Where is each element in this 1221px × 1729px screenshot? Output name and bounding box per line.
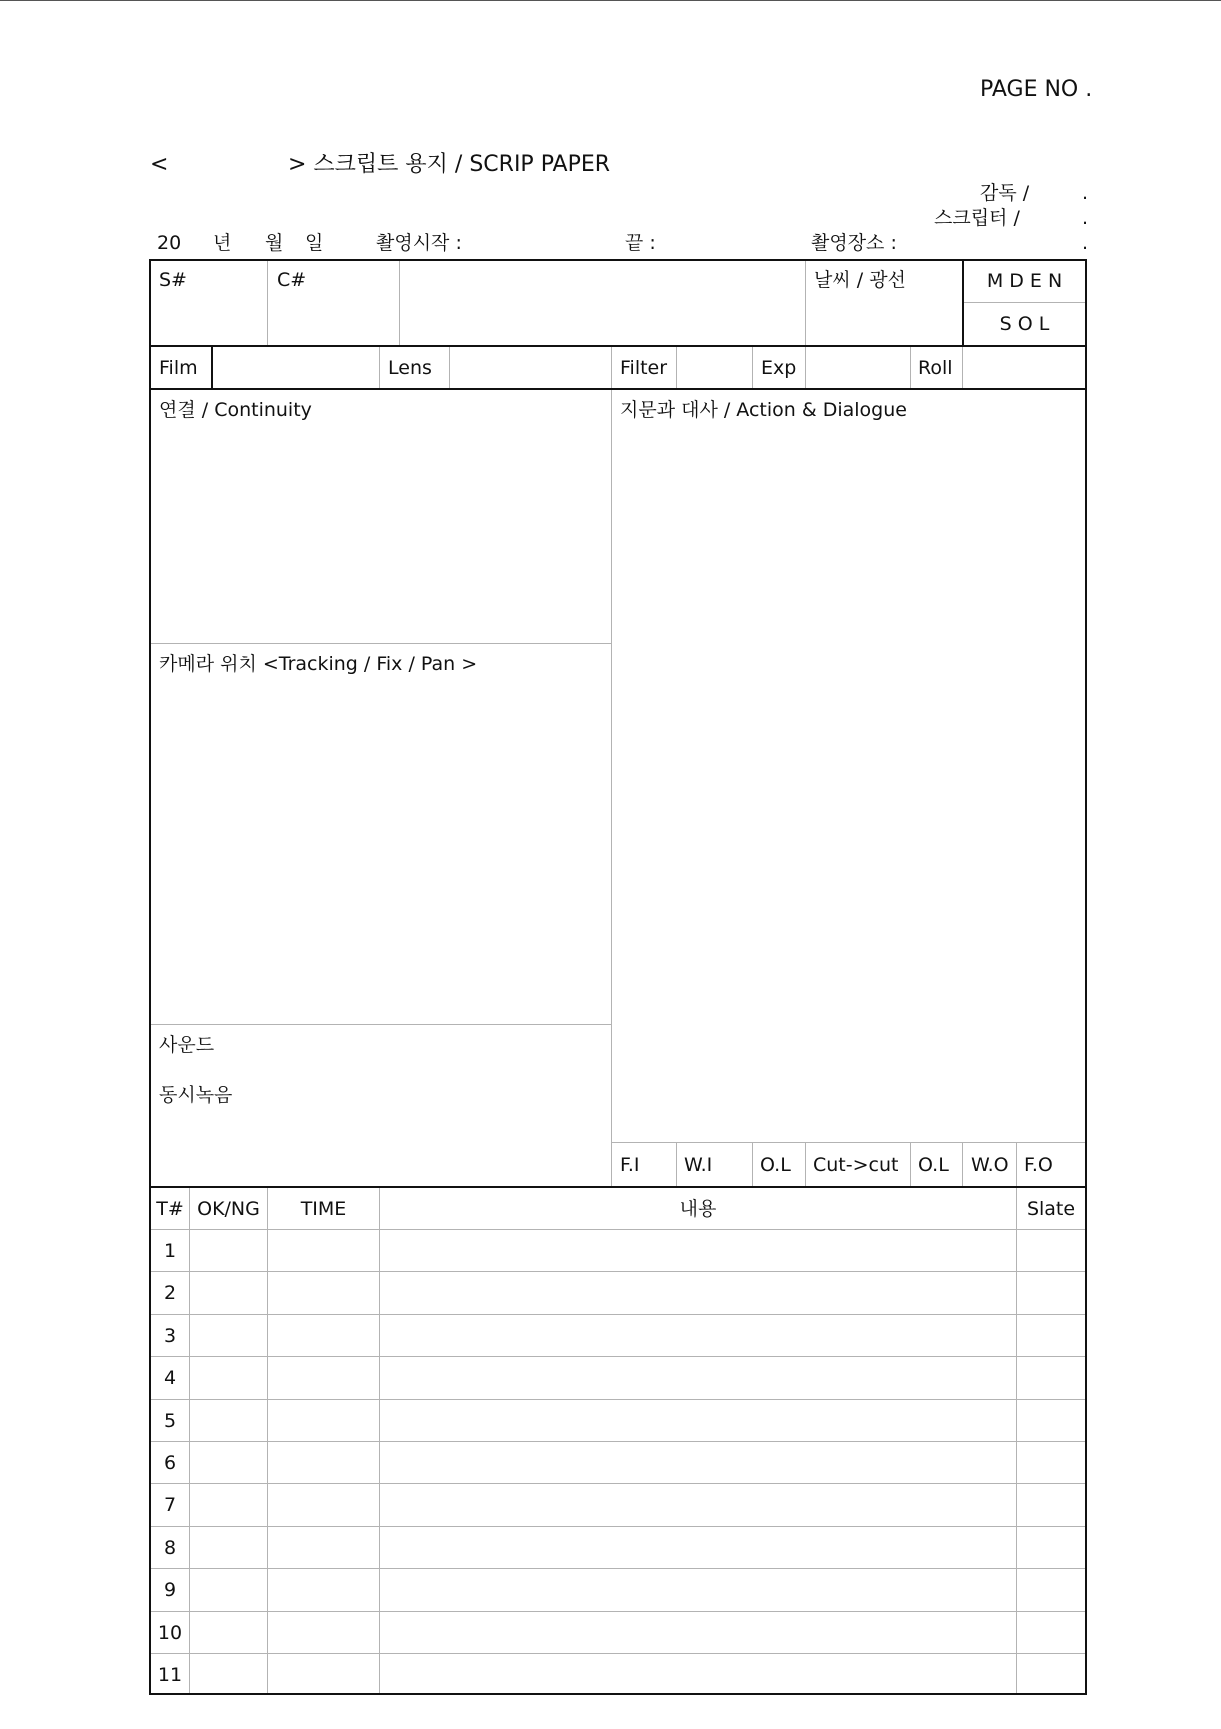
- weather-light-label: 날씨 / 광선: [814, 269, 906, 291]
- roll-label: Roll: [918, 357, 953, 379]
- table-row-number: 3: [163, 1324, 177, 1347]
- trans-sep-1: [676, 1142, 677, 1186]
- table-header-take: T#: [156, 1198, 184, 1220]
- transitions-top: [612, 1142, 1085, 1143]
- table-row-number: 8: [163, 1536, 177, 1559]
- shoot-end-label: 끝 :: [625, 232, 656, 254]
- equip-sep-5: [676, 347, 677, 388]
- sol-label: S O L: [999, 313, 1050, 335]
- page-number-label: PAGE NO .: [980, 77, 1093, 102]
- action-dialogue-heading: 지문과 대사 / Action & Dialogue: [620, 399, 907, 421]
- year-label: 년: [213, 232, 232, 254]
- film-label: Film: [159, 357, 198, 379]
- middle-vertical-divider: [611, 390, 612, 1186]
- transition-wipe-out: W.O: [971, 1154, 1009, 1176]
- transition-fade-out: F.O: [1024, 1154, 1053, 1176]
- table-row-divider: [151, 1356, 1085, 1357]
- equip-sep-9: [962, 347, 963, 388]
- equip-sep-7: [805, 347, 806, 388]
- equip-sep-8: [910, 347, 911, 388]
- table-header-slate: Slate: [1026, 1198, 1076, 1220]
- table-row-divider: [151, 1314, 1085, 1315]
- header-sep-2: [399, 261, 400, 345]
- table-row-number: 11: [157, 1664, 183, 1686]
- table-row-divider: [151, 1399, 1085, 1400]
- camera-bottom: [151, 1024, 611, 1025]
- table-row-divider: [151, 1526, 1085, 1527]
- transition-overlap: O.L: [760, 1154, 791, 1176]
- form-outer-border: [149, 259, 1087, 1695]
- equip-sep-film: [211, 347, 213, 388]
- location-dot: .: [1082, 232, 1089, 254]
- location-label: 촬영장소 :: [811, 232, 897, 254]
- table-row-divider: [151, 1483, 1085, 1484]
- header-sep-3: [805, 261, 806, 345]
- table-row-number: 1: [163, 1240, 177, 1262]
- table-header-time: TIME: [300, 1198, 347, 1220]
- table-row-divider: [151, 1441, 1085, 1442]
- scripter-dot: .: [1082, 207, 1089, 229]
- table-row-number: 5: [163, 1409, 177, 1432]
- trans-sep-5: [962, 1142, 963, 1186]
- sound-heading: 사운드: [159, 1034, 215, 1056]
- trans-sep-3: [805, 1142, 806, 1186]
- table-row-number: 10: [157, 1621, 183, 1644]
- director-label: 감독 /: [980, 182, 1030, 204]
- sync-recording-heading: 동시녹음: [159, 1084, 233, 1106]
- transition-fade-in: F.I: [620, 1154, 640, 1176]
- year-prefix: 20: [157, 232, 182, 254]
- page-title: > 스크립트 용지 / SCRIP PAPER: [288, 152, 611, 177]
- table-row-divider: [151, 1271, 1085, 1272]
- trans-sep-6: [1016, 1142, 1017, 1186]
- divider-equipment-bottom: [149, 388, 1087, 390]
- mden-label: M D E N: [986, 270, 1063, 292]
- exp-label: Exp: [761, 357, 797, 379]
- scene-number-label: S#: [159, 269, 187, 291]
- table-header-content: 내용: [679, 1198, 717, 1220]
- continuity-heading: 연결 / Continuity: [159, 399, 312, 421]
- equip-sep-6: [752, 347, 753, 388]
- month-label: 월: [265, 232, 284, 254]
- equip-sep-4: [611, 347, 612, 388]
- divider-table-top: [149, 1186, 1087, 1188]
- header-sep-1: [267, 261, 268, 345]
- lens-label: Lens: [388, 357, 432, 379]
- filter-label: Filter: [620, 357, 668, 379]
- equip-sep-3: [449, 347, 450, 388]
- table-row-divider: [151, 1653, 1085, 1654]
- title-open-bracket: <: [150, 152, 169, 177]
- continuity-bottom: [151, 643, 611, 644]
- transition-cut: Cut->cut: [813, 1154, 899, 1176]
- table-row-number: 2: [163, 1282, 177, 1305]
- table-row-number: 9: [163, 1579, 177, 1602]
- scripter-label: 스크립터 /: [934, 207, 1020, 229]
- equip-sep-2: [379, 347, 380, 388]
- table-row-number: 6: [163, 1452, 177, 1474]
- day-label: 일: [305, 232, 324, 254]
- table-row-divider: [151, 1611, 1085, 1612]
- shoot-start-label: 촬영시작 :: [376, 232, 462, 254]
- director-dot: .: [1082, 182, 1089, 204]
- table-row-divider: [151, 1568, 1085, 1569]
- table-row-number: 7: [163, 1494, 177, 1517]
- table-row-number: 4: [163, 1367, 177, 1390]
- table-row-divider: [151, 1229, 1085, 1230]
- transition-wipe-in: W.I: [684, 1154, 713, 1176]
- trans-sep-2: [752, 1142, 753, 1186]
- mden-sol-sep: [964, 302, 1085, 303]
- table-header-ok-ng: OK/NG: [197, 1198, 260, 1220]
- trans-sep-4: [910, 1142, 911, 1186]
- camera-position-heading: 카메라 위치 <Tracking / Fix / Pan >: [159, 653, 478, 675]
- divider-header-bottom: [149, 345, 1087, 347]
- transition-overlap-2: O.L: [918, 1154, 949, 1176]
- cut-number-label: C#: [277, 269, 307, 291]
